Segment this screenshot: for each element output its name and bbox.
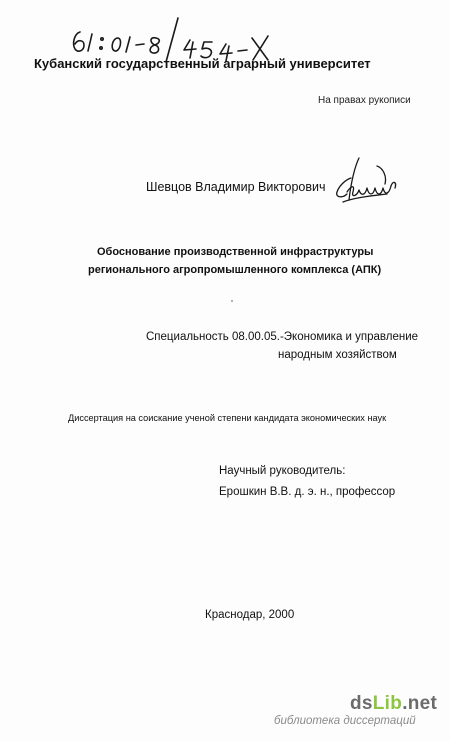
degree-statement: Диссертация на соискание ученой степени кандидата экономических наук: [68, 413, 387, 423]
rights-note: На правах рукописи: [318, 95, 411, 106]
stray-mark: [231, 300, 233, 302]
watermark-tagline: библиотека диссертаций: [274, 715, 416, 727]
city-and-year: Краснодар, 2000: [205, 609, 295, 621]
dissertation-title-line-2: регионального агропромышленного комплекса (АПК): [88, 264, 382, 276]
university-name: Кубанский государственный аграрный университет: [34, 56, 371, 71]
specialty-line-1: Специальность 08.00.05.-Экономика и управление: [146, 331, 419, 343]
signature-drawing: [329, 152, 401, 216]
supervisor-label: Научный руководитель:: [219, 465, 346, 477]
author-signature: [329, 152, 401, 216]
author-name: Шевцов Владимир Викторович: [146, 180, 326, 194]
logo-part-lib: Lib: [372, 693, 403, 714]
specialty-line-2: народным хозяйством: [278, 349, 397, 361]
supervisor-name: Ерошкин В.В. д. э. н., профессор: [219, 486, 396, 498]
dslib-logo-link[interactable]: [350, 693, 437, 715]
logo-part-net: .net: [402, 693, 438, 714]
dissertation-title-line-1: Обоснование производственной инфраструктуры: [97, 246, 374, 258]
logo-part-ds: ds: [350, 693, 373, 714]
